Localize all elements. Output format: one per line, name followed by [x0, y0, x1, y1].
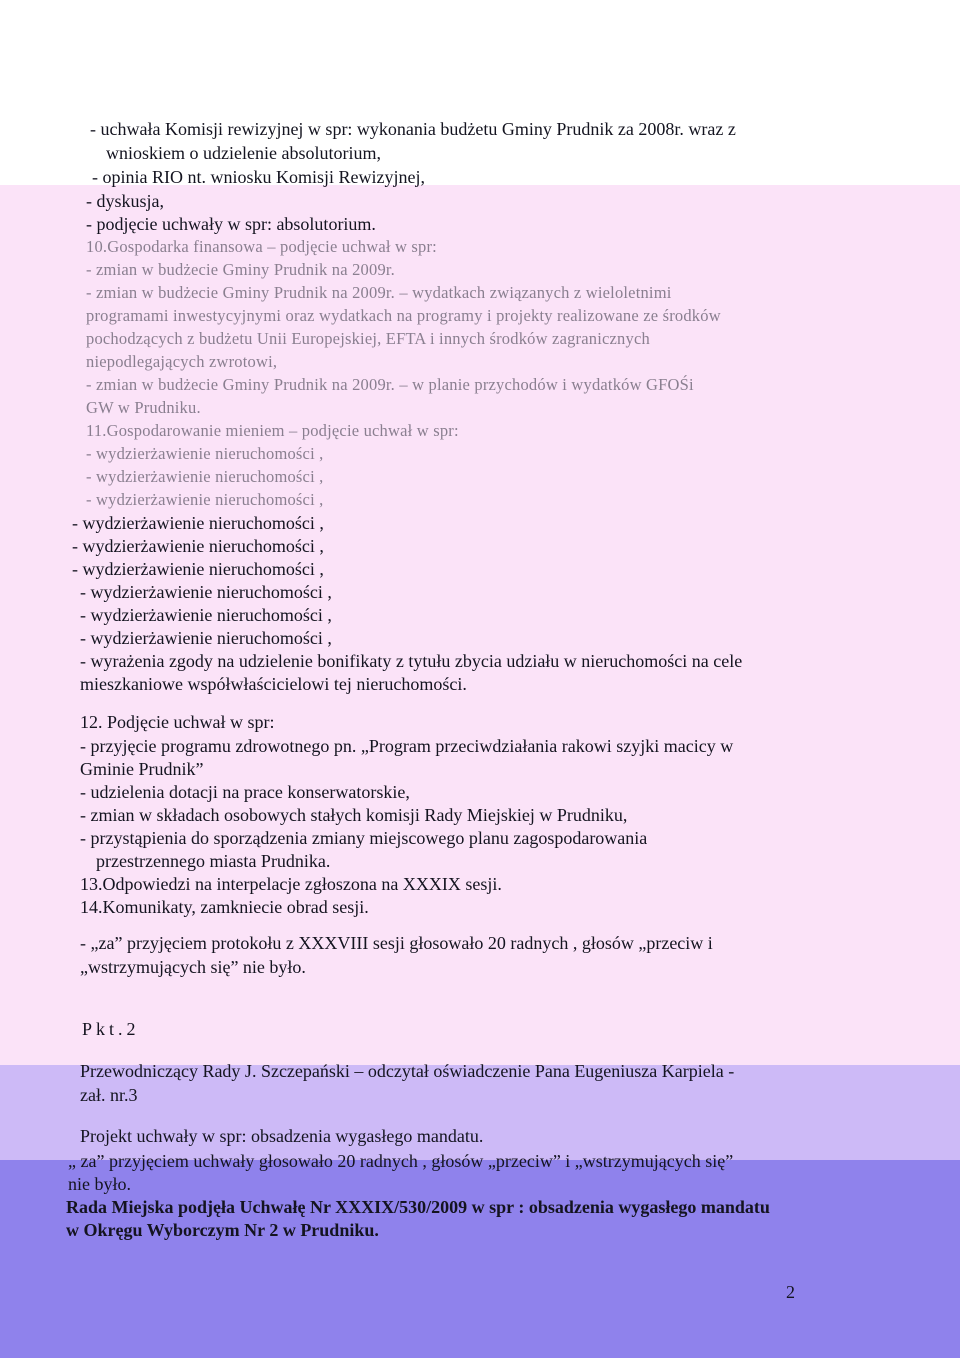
- item10-c1: - zmian w budżecie Gminy Prudnik na 2009r. – w planie przychodów i wydatków GFOŚi: [86, 375, 694, 394]
- item10-b2: programami inwestycyjnymi oraz wydatkach na programy i projekty realizowane ze środków: [86, 306, 721, 325]
- item11-list-item: - wydzierżawienie nieruchomości ,: [72, 559, 324, 579]
- item10-c2: GW w Prudniku.: [86, 398, 201, 417]
- agenda-line-5: - podjęcie uchwały w spr: absolutorium.: [86, 214, 376, 234]
- item11-list-item: - wydzierżawienie nieruchomości ,: [72, 513, 324, 533]
- section-heading-pkt2: Pkt.2: [82, 1019, 140, 1039]
- item10-a: - zmian w budżecie Gminy Prudnik na 2009r.: [86, 260, 396, 279]
- item11-list-item: - wydzierżawienie nieruchomości ,: [86, 490, 324, 509]
- background-violet-band: [0, 1160, 960, 1358]
- agenda-line-1: - uchwała Komisji rewizyjnej w spr: wykonania budżetu Gminy Prudnik za 2008r. wraz z: [90, 119, 736, 139]
- item13: 13.Odpowiedzi na interpelacje zgłoszona na XXXIX sesji.: [80, 874, 502, 894]
- item11-list-item: - wydzierżawienie nieruchomości ,: [80, 582, 332, 602]
- resolution-vote-line-1: „ za” przyjęciem uchwały głosowało 20 radnych , głosów „przeciw” i „wstrzymujących się”: [68, 1151, 734, 1171]
- project-line: Projekt uchwały w spr: obsadzenia wygasłego mandatu.: [80, 1126, 484, 1146]
- item12-title: 12. Podjęcie uchwał w spr:: [80, 712, 275, 732]
- item11-list-item: - wydzierżawienie nieruchomości ,: [80, 628, 332, 648]
- item12-d1: - przystąpienia do sporządzenia zmiany miejscowego planu zagospodarowania: [80, 828, 648, 848]
- chairman-line-1: Przewodniczący Rady J. Szczepański – odczytał oświadczenie Pana Eugeniusza Karpiela -: [80, 1061, 735, 1081]
- item10-b4: niepodlegających zwrotowi,: [86, 352, 278, 371]
- protocol-vote-line-1: - „za” przyjęciem protokołu z XXXVIII sesji głosowało 20 radnych , głosów „przeciw i: [80, 933, 713, 953]
- agenda-line-4: - dyskusja,: [86, 191, 164, 211]
- item12-a1: - przyjęcie programu zdrowotnego pn. „Program przeciwdziałania rakowi szyjki macicy w: [80, 736, 734, 756]
- item11-bonus-line-2: mieszkaniowe współwłaścicielowi tej nieruchomości.: [80, 674, 467, 694]
- item14: 14.Komunikaty, zamkniecie obrad sesji.: [80, 897, 369, 917]
- decision-line-1: Rada Miejska podjęła Uchwałę Nr XXXIX/530/2009 w spr : obsadzenia wygasłego mandatu: [66, 1197, 770, 1217]
- agenda-line-2: wnioskiem o udzielenie absolutorium,: [106, 143, 381, 163]
- item11-bonus-line-1: - wyrażenia zgody na udzielenie bonifikaty z tytułu zbycia udziału w nieruchomości na cele: [80, 651, 743, 671]
- item12-d2: przestrzennego miasta Prudnika.: [96, 851, 331, 871]
- resolution-vote-line-2: nie było.: [68, 1174, 131, 1194]
- item11-list-item: - wydzierżawienie nieruchomości ,: [86, 467, 324, 486]
- item11-list-item: - wydzierżawienie nieruchomości ,: [72, 536, 324, 556]
- item11-list-item: - wydzierżawienie nieruchomości ,: [86, 444, 324, 463]
- item12-b: - udzielenia dotacji na prace konserwatorskie,: [80, 782, 410, 802]
- item10-title: 10.Gospodarka finansowa – podjęcie uchwał w spr:: [86, 237, 437, 256]
- decision-line-2: w Okręgu Wyborczym Nr 2 w Prudniku.: [66, 1220, 379, 1240]
- item10-b3: pochodzących z budżetu Unii Europejskiej, EFTA i innych środków zagranicznych: [86, 329, 650, 348]
- item11-list-item: - wydzierżawienie nieruchomości ,: [80, 605, 332, 625]
- chairman-line-2: zał. nr.3: [80, 1085, 138, 1105]
- item11-title: 11.Gospodarowanie mieniem – podjęcie uchwał w spr:: [86, 421, 459, 440]
- protocol-vote-line-2: „wstrzymujących się” nie było.: [80, 957, 306, 977]
- item12-a2: Gminie Prudnik”: [80, 759, 204, 779]
- item10-b1: - zmian w budżecie Gminy Prudnik na 2009r. – wydatkach związanych z wieloletnimi: [86, 283, 672, 302]
- agenda-line-3: - opinia RIO nt. wniosku Komisji Rewizyjnej,: [92, 167, 425, 187]
- item12-c: - zmian w składach osobowych stałych komisji Rady Miejskiej w Prudniku,: [80, 805, 628, 825]
- page-number: 2: [786, 1282, 795, 1302]
